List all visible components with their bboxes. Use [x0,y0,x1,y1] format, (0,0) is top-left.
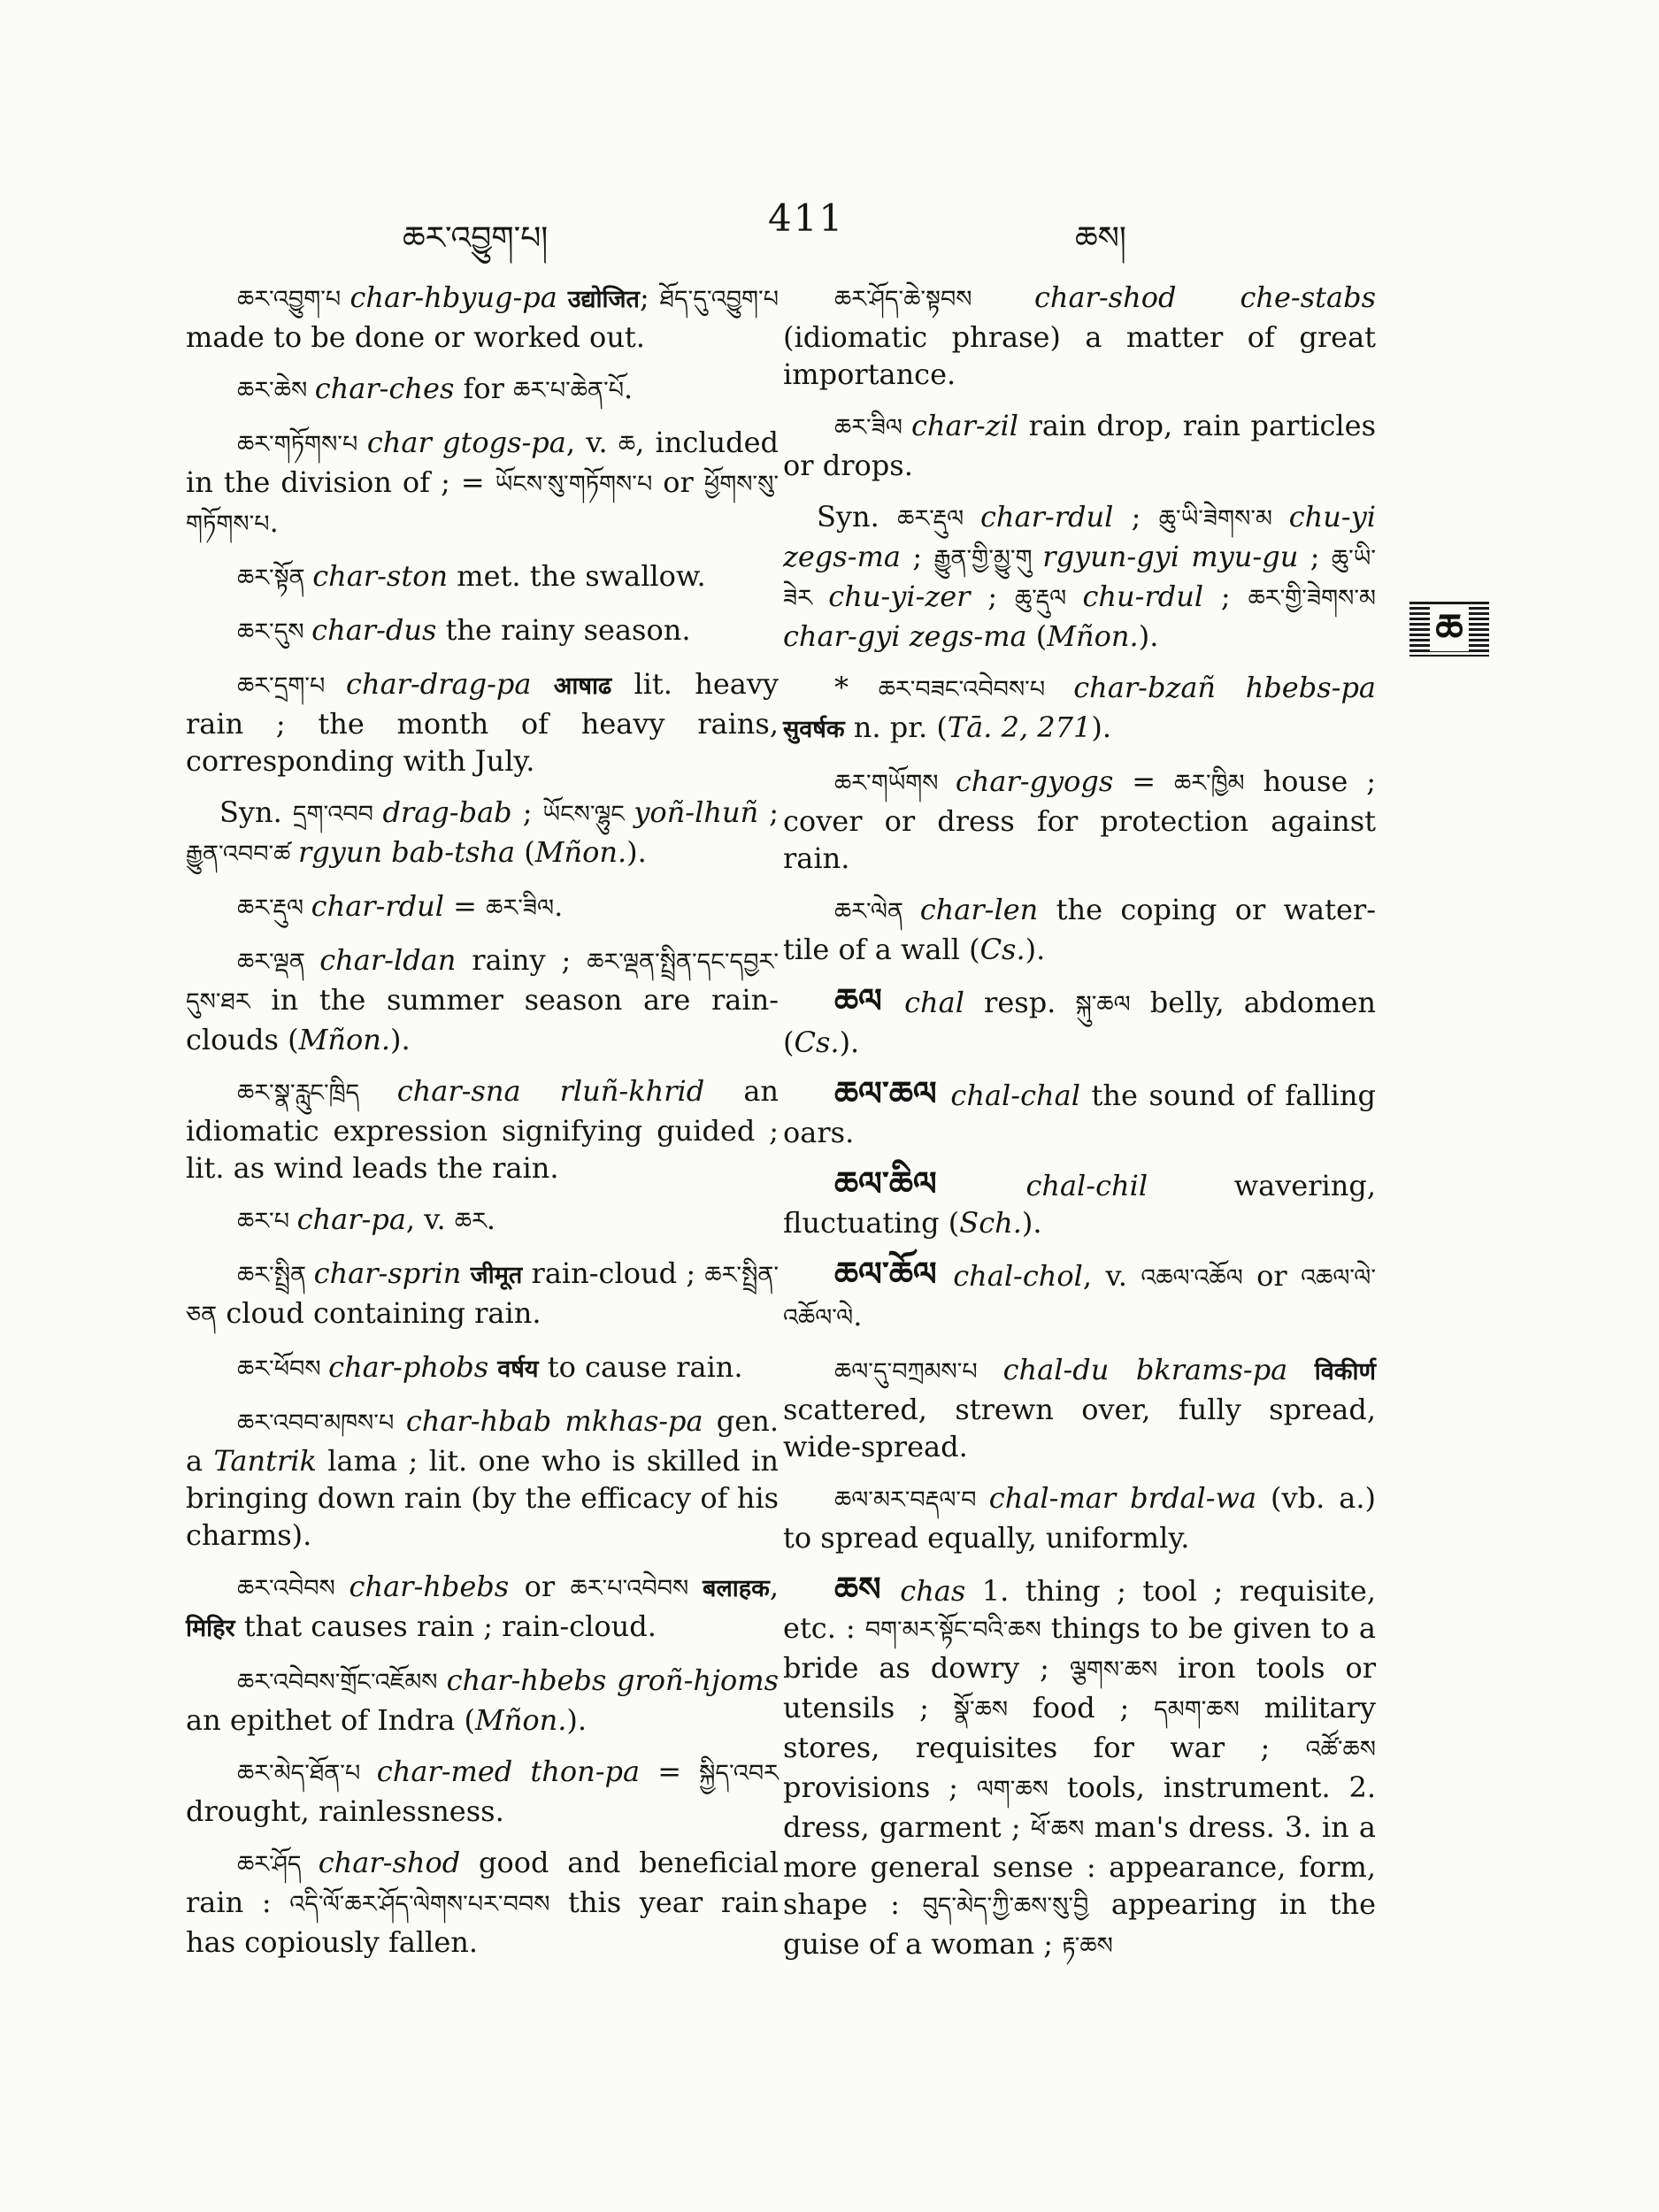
tibetan-term: ཆར་ལྡན་སྤྲིན་དང་དབྱར་དུས་ཐར [186,949,779,1016]
definition-text: an idiomatic expression signifying guided ; lit. as wind leads the rain. [186,1074,780,1185]
definition-text: met. the swallow. [448,559,706,593]
definition-text: * [834,671,879,704]
transliteration: chu-yi-zer [828,580,971,613]
transliteration: Cs. [794,1025,840,1059]
tibetan-term: ཆར་པ་འབེབས [570,1575,703,1602]
transliteration: Mñon. [475,1703,567,1737]
definition-text: 1. thing ; tool ; requisite, etc. : [783,1574,1376,1645]
tibetan-term: ཆར་འབེབས་གྲོང་འཇོམས [237,1669,447,1696]
definition-text [488,1350,497,1384]
dictionary-entry [783,669,1376,749]
transliteration: rgyun bab-tsha [297,835,516,869]
definition-text: Syn. [817,500,898,534]
dictionary-entry [186,1348,779,1388]
dictionary-entry [186,611,779,651]
definition-text: rain-cloud ; [522,1256,705,1290]
definition-text: cloud containing rain. [217,1296,541,1330]
dictionary-entry [186,1662,779,1739]
definition-text: ; [970,580,1015,613]
definition-text: military stores, requisites for war ; [783,1691,1377,1764]
transliteration: char-shod che-stabs [1033,280,1377,314]
tibetan-term: ཡོངས་སུ་གཏོགས་པ [495,471,653,498]
definition-text: or [1242,1259,1302,1293]
definition-text: = [640,1755,700,1788]
tibetan-term: ལག་ཆས [976,1776,1048,1803]
tibetan-term: བག་མར་སྟོང་བའི་ཆས [864,1617,1041,1644]
tibetan-term: བུད་མེད་ཀྱི་ཆས་སུ་བྱི [922,1893,1089,1920]
tibetan-term: དྲག་འབབ [292,801,383,828]
tibetan-term: ཆུ་ཡི་ཟེགས་མ [1158,505,1289,533]
dictionary-entry [783,1351,1376,1465]
headword: ཆལ [834,981,905,1020]
transliteration: Mñon. [298,1023,391,1056]
definition-text: , v. [1082,1259,1141,1293]
tibetan-term: ཆར་བཟང་འབེབས་པ [878,676,1074,703]
tibetan-term: ཆར་པ [237,1208,297,1235]
definition-text: ; [511,795,543,829]
tibetan-term: ཆར་ཁྱིམ [1173,770,1245,797]
definition-text: , v. [565,426,618,459]
headword: ཆལ་ཆལ [834,1074,951,1113]
tibetan-term: ཆར་ལེན [834,898,920,926]
dictionary-entry [186,1201,779,1240]
thumb-index-tab [1409,602,1489,657]
transliteration: char-sprin [313,1256,462,1290]
right-column [783,279,1376,1979]
definition-text: . [853,1299,863,1333]
definition-text: ). [626,835,647,869]
transliteration: yoñ-lhuñ [634,795,759,829]
definition-text: = [1113,764,1174,798]
definition-text: the coping or water-tile of a wall ( [783,893,1377,966]
definition-text: ; [639,280,660,314]
definition-text: , v. [405,1202,455,1236]
dictionary-entry [783,1075,1376,1151]
tibetan-term: ཆར [454,1208,487,1235]
page-number: 411 [768,196,845,240]
definition-text [1287,1353,1314,1386]
transliteration: char-med thon-pa [376,1755,641,1788]
dictionary-entry [186,665,779,780]
definition-text: ; [1298,540,1332,573]
dictionary-entry [783,1571,1376,1965]
dictionary-entry [783,407,1376,484]
tibetan-term: ཆར་ལྡན [237,949,320,976]
definition-text: belly, abdomen ( [783,986,1377,1059]
definition-text: ). [839,1025,860,1059]
definition-text: ). [1138,619,1159,653]
tibetan-term: ཆར་ཟིལ [486,895,555,922]
tibetan-term: ཆར་མེད་ཐོན་པ [237,1760,377,1787]
definition-text: . [486,1202,496,1236]
tibetan-term: ཆར་ཤོད [237,1851,319,1878]
tibetan-term: ཆར་སྟོན [237,565,313,592]
tibetan-term: ཆར་འབབ་མཁས་པ [237,1409,406,1437]
definition-text: provisions ; [783,1770,977,1804]
transliteration: chu-yi zegs-ma [783,500,1376,573]
definition-text: = [444,889,487,923]
tibetan-term: ཆུ་རྡུལ [1014,585,1083,612]
transliteration: char-sna rluñ-khrid [396,1074,705,1108]
transliteration: char-gyogs [955,764,1114,798]
definition-text: or [652,465,704,499]
definition-text: good and beneficial rain : [186,1846,780,1919]
headword: ཆལ་ཆིལ [834,1164,1026,1203]
tibetan-term: ཆར་འབེབས [237,1575,349,1602]
transliteration: Tā. 2, 271 [947,710,1092,744]
tibetan-term: ཆར་སྤྲིན་ཅན [186,1262,779,1329]
transliteration: char-hbebs [349,1570,510,1603]
tibetan-term: ཆར་ཕོབས [237,1356,329,1383]
definition-text: that causes rain ; rain-cloud. [234,1609,657,1643]
definition-text [557,280,568,314]
dictionary-entry [186,941,779,1058]
dictionary-entry [186,370,779,410]
tibetan-term: ཆར་གྱི་ཟེགས་མ [1248,585,1377,612]
dictionary-entry [186,1402,779,1554]
transliteration: Mñon. [1047,619,1139,653]
headword: ཆས [834,1570,901,1609]
transliteration: char-drag-pa [346,667,532,701]
transliteration: Tantrik [213,1444,317,1478]
definition-text: Syn. [219,795,293,829]
tibetan-term: སྣོ་ཆས [953,1696,1009,1724]
sanskrit-term: सुवर्षक [783,716,845,743]
definition-text: . [624,372,634,405]
dictionary-entry [783,1256,1376,1337]
tibetan-term: སྐུ་ཆལ [1075,991,1131,1018]
tibetan-term: ཆར་གཡོགས [834,770,956,797]
definition-text: ; [900,540,934,573]
transliteration: char-ston [312,559,449,593]
definition-text: tools, instrument. 2. dress, garment ; [783,1770,1377,1844]
definition-text: wavering, fluctuating ( [783,1169,1376,1240]
definition-text: lit. heavy rain ; the month of heavy rains, corresponding with July. [186,667,779,778]
tibetan-term: ཕོ་ཆས [1030,1816,1085,1843]
transliteration: char-gyi zegs-ma [783,619,1027,653]
transliteration: chal-chal [950,1079,1080,1112]
transliteration: char-ldan [319,943,457,977]
definition-text: ( [1026,619,1048,653]
definition-text: appearing in the guise of a woman ; [783,1887,1377,1961]
definition-text: lama ; lit. one who is skilled in bringing down rain (by the efficacy of his charms). [186,1444,780,1552]
dictionary-entry [186,1753,779,1830]
transliteration: Mñon. [534,835,627,869]
transliteration: Sch. [959,1206,1022,1240]
tibetan-term: ཆར་འབྱུག་པ [237,286,350,313]
dictionary-entry [783,891,1376,968]
tibetan-term: ཕྱོགས་སུ་གཏོགས་པ [186,471,779,538]
header-right-guideword: ཆས། [1075,220,1126,257]
tibetan-term: འདི་ལོ་ཆར་ཤོད་ལེགས་པར་བབས [289,1891,550,1918]
transliteration: char-hbebs groñ-hjoms [446,1663,779,1697]
page-header [0,196,1659,257]
sanskrit-term: बलाहक [703,1575,770,1602]
dictionary-entry [783,498,1376,655]
tibetan-term: ཆུ་ཡི་ཟེར [783,545,1377,612]
dictionary-entry [783,279,1376,393]
sanskrit-term: मिहिर [186,1615,235,1642]
headword: ཆལ་ཆོལ [834,1255,954,1294]
tibetan-term: ཆར་ཤོད་ཆེ་སྟབས [834,286,1034,313]
tibetan-term: ཆར་རྡུལ [897,505,980,533]
transliteration: chal-mar brdal-wa [988,1481,1257,1515]
header-left-guideword: ཆར་འབྱུག་པ། [403,220,549,257]
definition-text: n. pr. ( [844,710,948,744]
transliteration: char-shod [318,1846,461,1879]
definition-text: ). [1091,710,1112,744]
transliteration: char-rdul [979,500,1114,534]
definition-text: ; [1203,580,1248,613]
definition-text: ). [1025,933,1046,966]
tibetan-term: ཆར་པ་ཆེན་པོ [513,377,625,404]
transliteration: char-pa [296,1202,406,1236]
definition-text: iron tools or utensils ; [783,1651,1377,1724]
definition-text: rain drop, rain particles or drops. [783,409,1376,482]
transliteration: drag-bab [382,795,512,829]
definition-text: resp. [964,986,1076,1019]
transliteration: chal-du bkrams-pa [1002,1353,1288,1386]
tibetan-term: འཆལ་ལེ་འཆོལ་ལེ [783,1264,1377,1332]
tibetan-term: ཆར་གཏོགས་པ [237,431,367,458]
tibetan-term: ཆར་ཟིལ [834,414,911,442]
definition-text: ). [1021,1206,1042,1240]
definition-text [461,1256,470,1290]
transliteration: chal-chil [1025,1169,1148,1202]
definition-text: an epithet of Indra ( [186,1703,475,1737]
definition-text [531,667,553,701]
transliteration: char-phobs [328,1350,489,1384]
dictionary-entry [186,1568,779,1647]
definition-text: . [269,505,279,539]
tibetan-term: འཆལ་འཆོལ [1141,1264,1243,1292]
sanskrit-term: जीमूत [470,1262,523,1289]
transliteration: char-hbyug-pa [349,280,557,314]
transliteration: char gtogs-pa [366,426,566,459]
definition-text: for [454,372,514,405]
definition-text: scattered, strewn over, fully spread, wide-spread. [783,1393,1376,1463]
tibetan-term: ཆར་དུས [237,618,312,646]
transliteration: char-dus [311,613,437,647]
transliteration: chal-chol [953,1259,1083,1293]
definition-text: ( [515,835,535,869]
tibetan-term: ཆ [618,431,636,458]
transliteration: char-len [919,893,1039,926]
transliteration: rgyun-gyi myu-gu [1042,540,1299,573]
tibetan-term: རྒྱུན་འབབ་ཚ [186,841,298,868]
thumb-index-letter: ཆ [1430,607,1468,651]
definition-text: the rainy season. [436,613,691,647]
tibetan-term: ལྕགས་ཆས [1069,1656,1158,1684]
tibetan-term: འཚོ་ཆས [1305,1736,1376,1763]
tibetan-term: སྐྱིད་འབར [699,1760,779,1787]
dictionary-entry [186,794,779,873]
tibetan-term: རྒྱུན་གྱི་མྱུ་གུ [933,545,1043,572]
definition-text: . [554,889,564,923]
definition-text: or [509,1570,571,1603]
definition-text: food ; [1008,1691,1155,1724]
definition-text: the sound of falling oars. [783,1079,1376,1149]
definition-text: made to be done or worked out. [186,320,645,354]
tibetan-term: ཆར་ཆེས [237,377,315,404]
definition-text: , included in the division of ; = [186,426,780,499]
dictionary-entry [783,1479,1376,1556]
tibetan-term: ཆར་རྡུལ [237,895,311,922]
transliteration: char-bzañ hbebs-pa [1073,671,1376,704]
dictionary-entry [186,1844,779,1961]
sanskrit-term: विकीर्ण [1314,1358,1376,1386]
transliteration: char-zil [910,409,1019,442]
definition-text: ; [758,795,780,829]
left-column [186,279,779,1975]
tibetan-term: ཆལ་དུ་བཀྲམས་པ [834,1358,1003,1386]
dictionary-entry [186,279,779,356]
definition-text: , [769,1570,779,1603]
transliteration: chas [900,1574,966,1608]
definition-text: things to be given to a bride as dowry ; [783,1611,1377,1685]
transliteration: char-ches [314,372,455,405]
tibetan-term: ཆར་དྲག་པ [237,672,347,700]
dictionary-entry [186,557,779,597]
dictionary-entry [186,424,779,543]
definition-text: in the summer season are rain-clouds ( [186,983,779,1056]
dictionary-entry [783,763,1376,877]
sanskrit-term: वर्षय [497,1356,539,1383]
tibetan-term: ཆལ་མར་བརྡལ་བ [834,1486,989,1514]
definition-text: drought, rainlessness. [186,1794,504,1828]
sanskrit-term: आषाढ [553,672,612,700]
dictionary-entry [783,1165,1376,1241]
definition-text: (idiomatic phrase) a matter of great importance. [783,320,1376,391]
definition-text: this year rain has copiously fallen. [186,1886,779,1959]
definition-text: gen. a [186,1404,780,1478]
definition-text: house ; cover or dress for protection against rain. [783,764,1377,875]
definition-text: to cause rain. [538,1350,743,1384]
sanskrit-term: उद्योजित [567,286,640,313]
transliteration: Cs. [979,933,1025,966]
transliteration: char-hbab mkhas-pa [405,1404,703,1438]
tibetan-term: ཡོངས་ལྷུང [542,801,634,828]
tibetan-term: དམག་ཆས [1154,1696,1240,1724]
definition-text: rainy ; [456,943,588,977]
dictionary-entry [186,1072,779,1187]
dictionary-entry [783,982,1376,1061]
transliteration: char-rdul [311,889,444,923]
tibetan-term: ཆར་སྤྲིན [237,1262,314,1289]
transliteration: chal [904,986,964,1019]
definition-text: ; [1113,500,1159,534]
tibetan-term: རྟ་ཆས [1062,1932,1113,1960]
tibetan-term: ཐོད་དུ་འབྱུག་པ [659,286,780,313]
dictionary-entry [186,887,779,927]
transliteration: chu-rdul [1082,580,1204,613]
dictionary-entry [186,1255,779,1334]
definition-text: ). [390,1023,411,1056]
definition-text: (vb. a.) to spread equally, uniformly. [783,1481,1377,1555]
tibetan-term: ཆར་སྣ་རླུང་ཁྲིད [237,1079,397,1107]
definition-text: man's dress. 3. in a more general sense : appearance, form, shape : [783,1810,1376,1921]
definition-text: ). [566,1703,588,1737]
